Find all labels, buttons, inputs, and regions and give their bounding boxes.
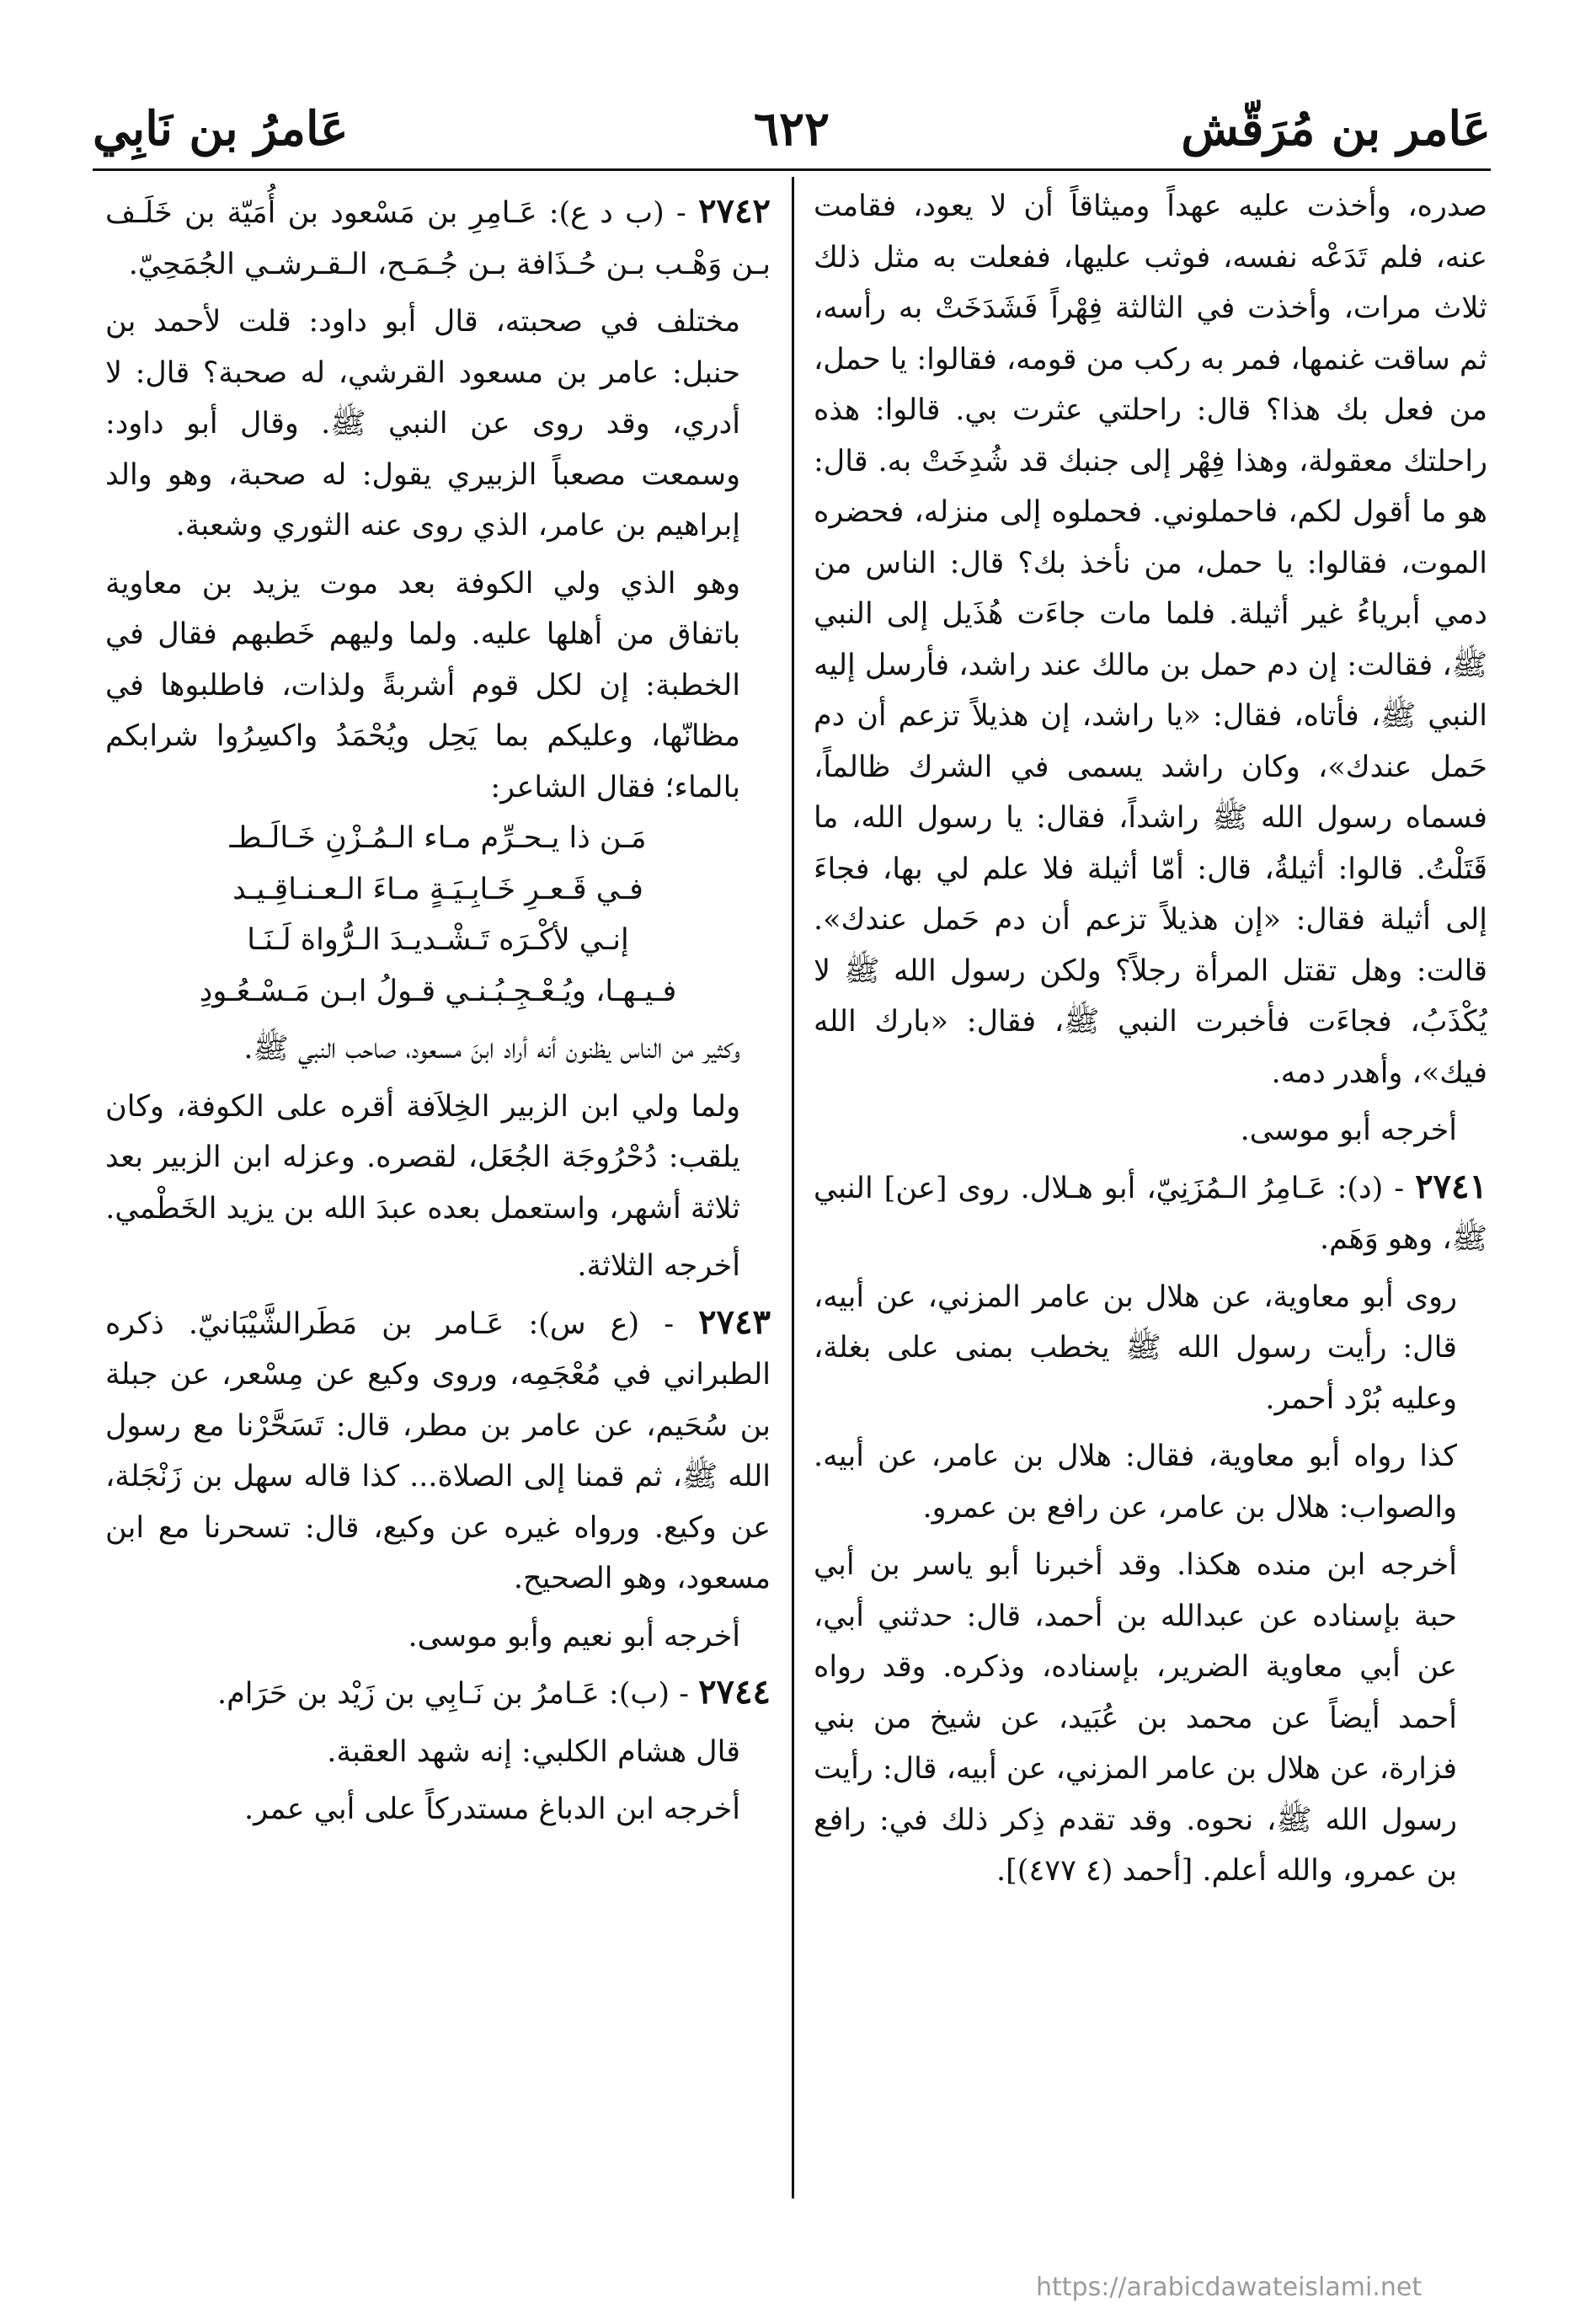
paragraph: كذا رواه أبو معاوية، فقال: هلال بن عامر، عن أبيه. والصواب: هلال بن عامر، عن رافع بن عمرو. <box>814 1440 1457 1525</box>
paragraph: أخرجه الثلاثة. <box>577 1249 740 1283</box>
biography-entry <box>105 186 771 290</box>
paragraph: وهو الذي ولي الكوفة بعد موت يزيد بن معاوية باتفاق من أهلها عليه. ولما وليهم خَطبهم فقال في الخطبة: إن لكل قوم أشربةً ولذات، فاطلبوها في مظانّها، وعليكم بما يَحِل ويُحْمَدُ واكسِرُوا شرابكم بالماء؛ فقال الشاعر: <box>105 566 740 804</box>
page-header <box>93 101 1491 171</box>
entry-number: ٢٧٤١ <box>1415 1166 1487 1206</box>
right-column <box>814 181 1487 2186</box>
entry-text: - (ب): عَـامرُ بن نَـابِي بن زَيْد بن حَرَام. <box>216 1677 699 1711</box>
entry-number: ٢٧٤٣ <box>698 1301 771 1342</box>
paragraph: مختلف في صحبته، قال أبو داود: قلت لأحمد بن حنبل: عامر بن مسعود القرشي، له صحبة؟ قال: لا أدري، وقد روى عن النبي ﷺ. وقال أبو داود: وسمعت مصعباً الزبيري يقول: له صحبة، وهو والد إبراهيم بن عامر، الذي روى عنه الثوري وشعبة. <box>105 305 740 542</box>
paragraph: أخرجه ابن الدباغ مستدركاً على أبي عمر. <box>244 1792 740 1826</box>
paragraph: صدره، وأخذت عليه عهداً وميثاقاً أن لا يعود، فقامت عنه، فلم تَدَعْه نفسه، فوثب عليها، ففعلت به مثل ذلك ثلاث مرات، وأخذت في الثالثة فِهْراً فَشَدَخَتْ به رأسه، ثم ساقت غنمها، فمر به ركب من قومه، فقالوا: يا حمل، من فعل بك هذا؟ قال: راحلتي عثرت بي. قالوا: هذه راحلتك معقولة، وهذا فِهْر إلى جنبك قد شُدِخَتْ به. قال: هو ما أقول لكم، فاحملوني. فحملوه إلى منزله، فحضره الموت، فقالوا: يا حمل، من نأخذ بك؟ قال: الناس من دمي أبرياءُ غير أثيلة. فلما مات جاءَت هُذَيل إلى النبي ﷺ، فقالت: إن دم حمل بن مالك عند راشد، فأرسل إليه النبي ﷺ، فأتاه، فقال: «يا راشد، إن هذيلاً تزعم أن دم حَمل عندك»، وكان راشد يسمى في الشرك ظالماً، فسماه رسول الله ﷺ راشداً، فقال: يا رسول الله، ما قَتَلْتُ. قالوا: أثيلةُ، قال: أمّا أثيلة فلا علم لي بها، فجاءَ إلى أثيلة فقال: «إن هذيلاً تزعم أن دم حَمل عندك». قالت: وهل تقتل المرأة رجلاً؟ ولكن رسول الله ﷺ لا يُكْذَبُ، فجاءَت فأخبرت النبي ﷺ، فقال: «بارك الله فيك»، وأهدر دمه. <box>814 190 1487 1090</box>
poem-line: فـيـهـا، ويُـعْـجِـبُـنـي قـولُ ابـن مَـسْـعُـودِ <box>199 974 677 1008</box>
page-number: ٦٢٢ <box>753 101 830 157</box>
poem-line: مَـن ذا يـحـرِّم مـاء الـمُـزْنِ خَـالَـطـ <box>229 821 647 855</box>
biography-entry <box>105 1667 771 1720</box>
paragraph: روى أبو معاوية، عن هلال بن عامر المزني، عن أبيه، قال: رأيت رسول الله ﷺ يخطب بمنى على بغلة، وعليه بُرْد أحمر. <box>814 1280 1457 1416</box>
left-column <box>105 181 771 2186</box>
paragraph: أخرجه أبو نعيم وأبو موسى. <box>408 1619 740 1654</box>
poem-line: إنـي لأكْـرَه تَـشْـديـدَ الـرُّواة لَـنَـا <box>247 923 629 957</box>
paragraph: أخرجه ابن منده هكذا. وقد أخبرنا أبو ياسر بن أبي حبة بإسناده عن عبدالله بن أحمد، قال: حدثني أبي، عن أبي معاوية الضرير، بإسناده، وذكره. وقد رواه أحمد أيضاً عن محمد بن عُبَيد، عن شيخ من بني فزارة، عن هلال بن عامر المزني، عن أبيه، قال: رأيت رسول الله ﷺ، نحوه. وقد تقدم ذِكر ذلك في: رافع بن عمرو، والله أعلم. [أحمد (٤ ٤٧٧)]. <box>814 1548 1457 1888</box>
header-right-title: عَامر بن مُرَقّش <box>1181 101 1491 157</box>
paragraph: قال هشام الكلبي: إنه شهد العقبة. <box>327 1734 740 1769</box>
biography-entry <box>105 1297 771 1605</box>
poem-line: فـي قَـعـرِ خَـابِـيَـةٍ مـاءَ الـعـنـاقِـيـد <box>232 872 643 906</box>
entry-number: ٢٧٤٢ <box>698 191 771 231</box>
entry-text: - (د): عَـامِرُ الـمُزَنِيّ، أبو هـلال. روى [عن] النبي ﷺ، وهو وَهَم. <box>814 1171 1487 1256</box>
paragraph: وكثير من الناس يظنون أنه أراد ابنَ مسعود، صاحب النبي ﷺ. <box>243 1032 740 1066</box>
entry-text: - (ب د ع): عَـامِرِ بن مَسْعود بن أُمَيّة بن خَلَـف بـن وَهْـب بـن حُـذَافة بـن جُـمَـح، الـقـرشـي الجُمَحِيّ. <box>105 196 771 281</box>
column-divider <box>792 177 794 2198</box>
biography-entry <box>814 1162 1487 1265</box>
paragraph: أخرجه أبو موسى. <box>1240 1114 1457 1147</box>
entry-text: - (ع س): عَـامر بن مَطَرالشَّيْبَانيّ. ذكره الطبراني في مُعْجَمِه، وروى وكيع عن مِسْعر، عن جبلة بن سُحَيم، عن عامر بن مطر، قال: تَسَحَّرْنا مع رسول الله ﷺ، ثم قمنا إلى الصلاة... كذا قاله سهل بن زَنْجَلة، عن وكيع. ورواه غيره عن وكيع، قال: تسحرنا مع ابن مسعود، وهو الصحيح. <box>105 1306 771 1595</box>
watermark: https://arabicdawateislami.net <box>1036 2273 1423 2302</box>
paragraph: ولما ولي ابن الزبير الخِلاَفة أقره على الكوفة، وكان يلقب: دُحْرُوجَة الجُعَل، لقصره. وعزله ابن الزبير بعد ثلاثة أشهر، واستعمل بعده عبدَ الله بن يزيد الخَطْمي. <box>105 1089 740 1226</box>
entry-number: ٢٧٤٤ <box>698 1672 771 1712</box>
header-left-title: عَامرُ بن نَابِي <box>93 101 349 157</box>
